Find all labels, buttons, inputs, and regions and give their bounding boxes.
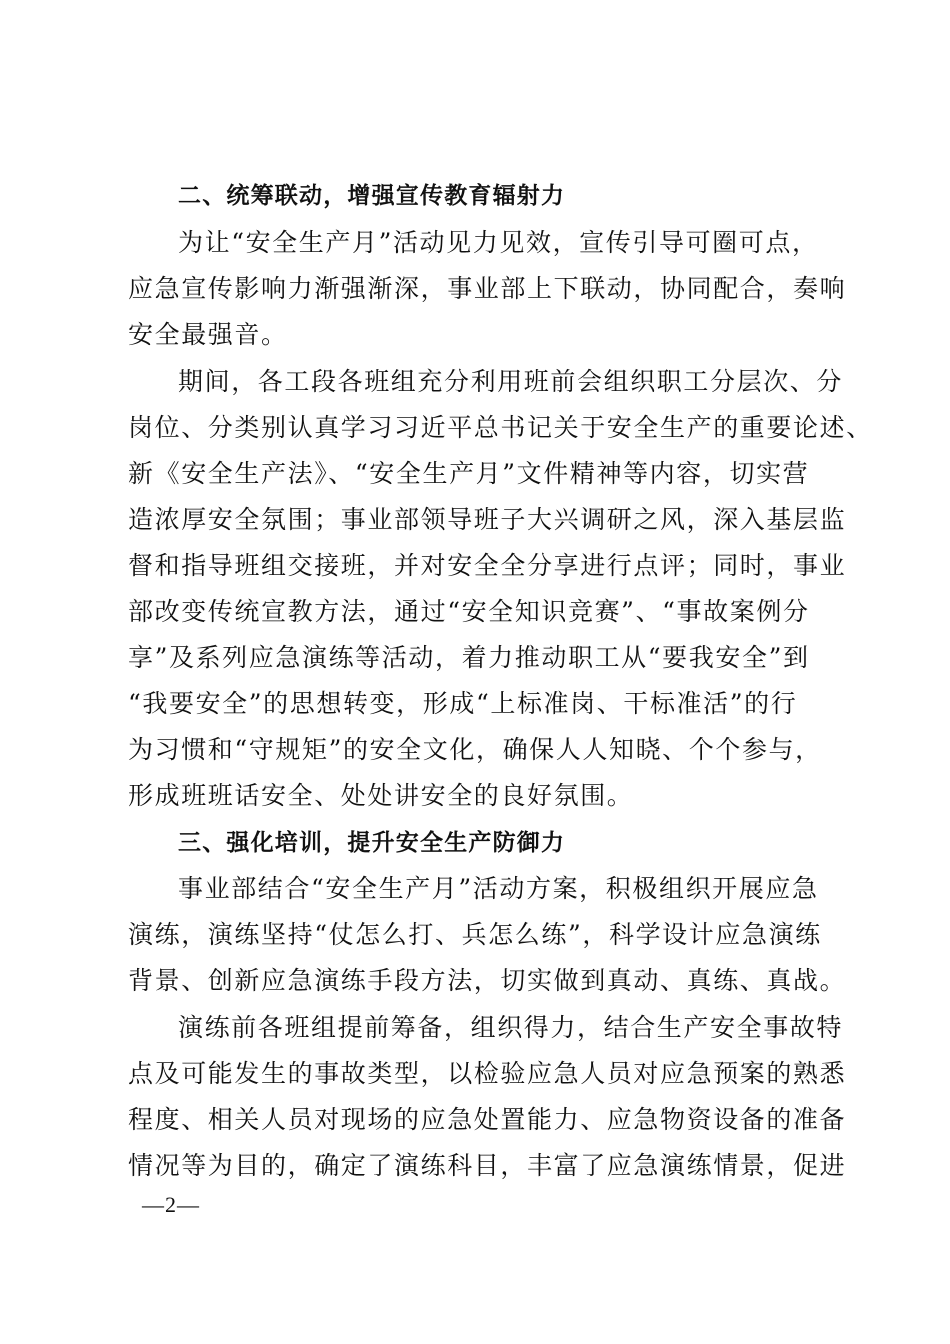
paragraph-line: 程度、相关人员对现场的应急处置能力、应急物资设备的准备 [128,1105,847,1134]
paragraph-line: 部改变传统宣教方法，通过“安全知识竞赛”、“事故案例分 [128,597,810,626]
paragraph-line: 点及可能发生的事故类型，以检验应急人员对应急预案的熟悉 [128,1059,847,1088]
paragraph-line: 演练前各班组提前筹备，组织得力，结合生产安全事故特 [178,1013,844,1042]
section-heading-2: 二、统筹联动，增强宣传教育辐射力 [178,183,566,209]
paragraph-line: 新《安全生产法》、“安全生产月”文件精神等内容，切实营 [128,459,810,488]
paragraph-line: 形成班班话安全、处处讲安全的良好氛围。 [128,781,634,810]
paragraph-line: 岗位、分类别认真学习习近平总书记关于安全生产的重要论述、 [128,413,873,442]
section-heading-3: 三、强化培训，提升安全生产防御力 [178,830,566,856]
paragraph-line: 背景、创新应急演练手段方法，切实做到真动、真练、真战。 [128,966,847,995]
paragraph-line: 安全最强音。 [128,320,288,349]
paragraph-line: 为让“安全生产月”活动见力见效，宣传引导可圈可点， [178,228,819,257]
paragraph-line: 造浓厚安全氛围；事业部领导班子大兴调研之风，深入基层监 [128,505,847,534]
paragraph-line: 应急宣传影响力渐强渐深，事业部上下联动，协同配合，奏响 [128,274,847,303]
paragraph-line: 期间，各工段各班组充分利用班前会组织职工分层次、分 [178,367,844,396]
paragraph-line: 事业部结合“安全生产月”活动方案，积极组织开展应急 [178,874,819,903]
paragraph-line: 督和指导班组交接班，并对安全全分享进行点评；同时，事业 [128,551,847,580]
page-number: —2— [142,1192,200,1217]
paragraph-line: 为习惯和“守规矩”的安全文化，确保人人知晓、个个参与， [128,735,822,764]
paragraph-line: 享”及系列应急演练等活动，着力推动职工从“要我安全”到 [128,643,810,672]
paragraph-line: “我要安全”的思想转变，形成“上标准岗、干标准活”的行 [128,689,798,718]
paragraph-line: 演练，演练坚持“仗怎么打、兵怎么练”，科学设计应急演练 [128,920,822,949]
paragraph-line: 情况等为目的，确定了演练科目，丰富了应急演练情景，促进 [128,1151,847,1180]
